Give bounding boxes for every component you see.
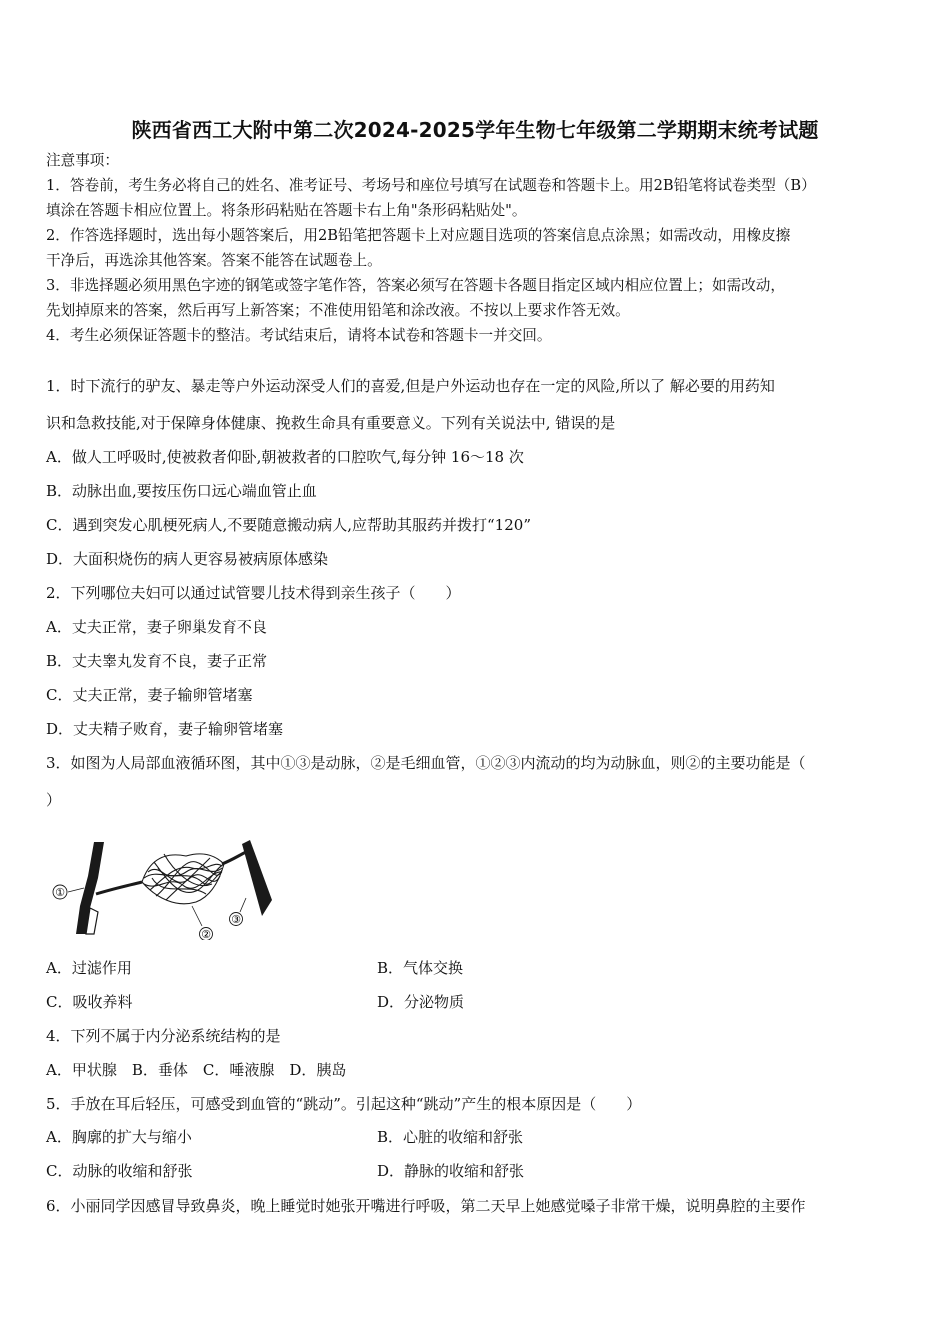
question-stem: 1．时下流行的驴友、暴走等户外运动深受人们的喜爱,但是户外运动也存在一定的风险,所以了 解必要的用药知 bbox=[46, 377, 775, 395]
question-stem: 识和急救技能,对于保障身体健康、挽救生命具有重要意义。下列有关说法中, 错误的是 bbox=[46, 414, 616, 432]
answer-option: A．做人工呼吸时,使被救者仰卧,朝被救者的口腔吹气,每分钟 16～18 次 bbox=[46, 448, 524, 466]
answer-option: D．丈夫精子败育，妻子输卵管堵塞 bbox=[46, 720, 284, 738]
label-3-text: ③ bbox=[231, 913, 241, 926]
exam-title: 陕西省西工大附中第二次2024-2025学年生物七年级第二学期期末统考试题 bbox=[131, 118, 819, 142]
capillary-network bbox=[142, 854, 224, 904]
notes-line: 1．答卷前，考生务必将自己的姓名、准考证号、考场号和座位号填写在试题卷和答题卡上。用2B铅笔将试卷类型（B） bbox=[46, 177, 816, 194]
question-stem: 5．手放在耳后轻压，可感受到血管的“跳动”。引起这种“跳动”产生的根本原因是（ ） bbox=[46, 1095, 642, 1113]
notes-line: 4．考生必须保证答题卡的整洁。考试结束后，请将本试卷和答题卡一并交回。 bbox=[46, 327, 552, 344]
artery-3-shape bbox=[242, 840, 272, 916]
answer-option: D．分泌物质 bbox=[377, 993, 465, 1011]
answer-option: B．心脏的收缩和舒张 bbox=[377, 1128, 524, 1146]
label-2-leader bbox=[192, 906, 202, 926]
notes-heading: 注意事项： bbox=[46, 152, 119, 169]
answer-option: C．吸收养料 bbox=[46, 993, 133, 1011]
blood-circulation-figure bbox=[46, 838, 276, 940]
notes-line: 干净后，再选涂其他答案。答案不能答在试题卷上。 bbox=[46, 252, 382, 269]
notes-line: 3．非选择题必须用黑色字迹的钢笔或签字笔作答，答案必须写在答题卡各题目指定区域内相应位置上；如需改动， bbox=[46, 277, 785, 294]
notes-line: 2．作答选择题时，选出每小题答案后，用2B铅笔把答题卡上对应题目选项的答案信息点涂黑；如需改动，用橡皮擦 bbox=[46, 227, 791, 244]
label-1-text: ① bbox=[55, 886, 65, 899]
question-stem: 3．如图为人局部血液循环图，其中①③是动脉，②是毛细血管，①②③内流动的均为动脉血，则②的主要功能是（ bbox=[46, 754, 806, 772]
efferent-vessel bbox=[222, 852, 246, 864]
answer-option: D．大面积烧伤的病人更容易被病原体感染 bbox=[46, 550, 329, 568]
answer-option: B．气体交换 bbox=[377, 959, 464, 977]
label-2-text: ② bbox=[201, 928, 211, 940]
question-stem: 6．小丽同学因感冒导致鼻炎，晚上睡觉时她张开嘴进行呼吸，第二天早上她感觉嗓子非常干燥，说明鼻腔的主要作 bbox=[46, 1197, 806, 1215]
answer-option: C．丈夫正常，妻子输卵管堵塞 bbox=[46, 686, 253, 704]
answer-option: A．丈夫正常，妻子卵巢发育不良 bbox=[46, 618, 267, 636]
answer-option: D．静脉的收缩和舒张 bbox=[377, 1162, 525, 1180]
answer-option: B．丈夫睾丸发育不良，妻子正常 bbox=[46, 652, 268, 670]
answer-option: A．胸廓的扩大与缩小 bbox=[46, 1128, 192, 1146]
notes-line: 填涂在答题卡相应位置上。将条形码粘贴在答题卡右上角"条形码粘贴处"。 bbox=[46, 202, 527, 219]
notes-line: 先划掉原来的答案，然后再写上新答案；不准使用铅笔和涂改液。不按以上要求作答无效。 bbox=[46, 302, 630, 319]
question-stem: 2．下列哪位夫妇可以通过试管婴儿技术得到亲生孩子（ ） bbox=[46, 584, 461, 602]
afferent-vessel bbox=[96, 882, 142, 894]
answer-options-line: A．甲状腺 B．垂体 C．唾液腺 D．胰岛 bbox=[46, 1061, 347, 1079]
label-1-leader bbox=[68, 888, 84, 892]
answer-option: C．遇到突发心肌梗死病人,不要随意搬动病人,应帮助其服药并拨打“120” bbox=[46, 516, 531, 534]
answer-option: C．动脉的收缩和舒张 bbox=[46, 1162, 193, 1180]
question-stem: 4．下列不属于内分泌系统结构的是 bbox=[46, 1027, 281, 1045]
question-stem: ） bbox=[46, 791, 62, 809]
label-3-leader bbox=[240, 898, 246, 912]
answer-option: A．过滤作用 bbox=[46, 959, 132, 977]
answer-option: B．动脉出血,要按压伤口远心端血管止血 bbox=[46, 482, 317, 500]
